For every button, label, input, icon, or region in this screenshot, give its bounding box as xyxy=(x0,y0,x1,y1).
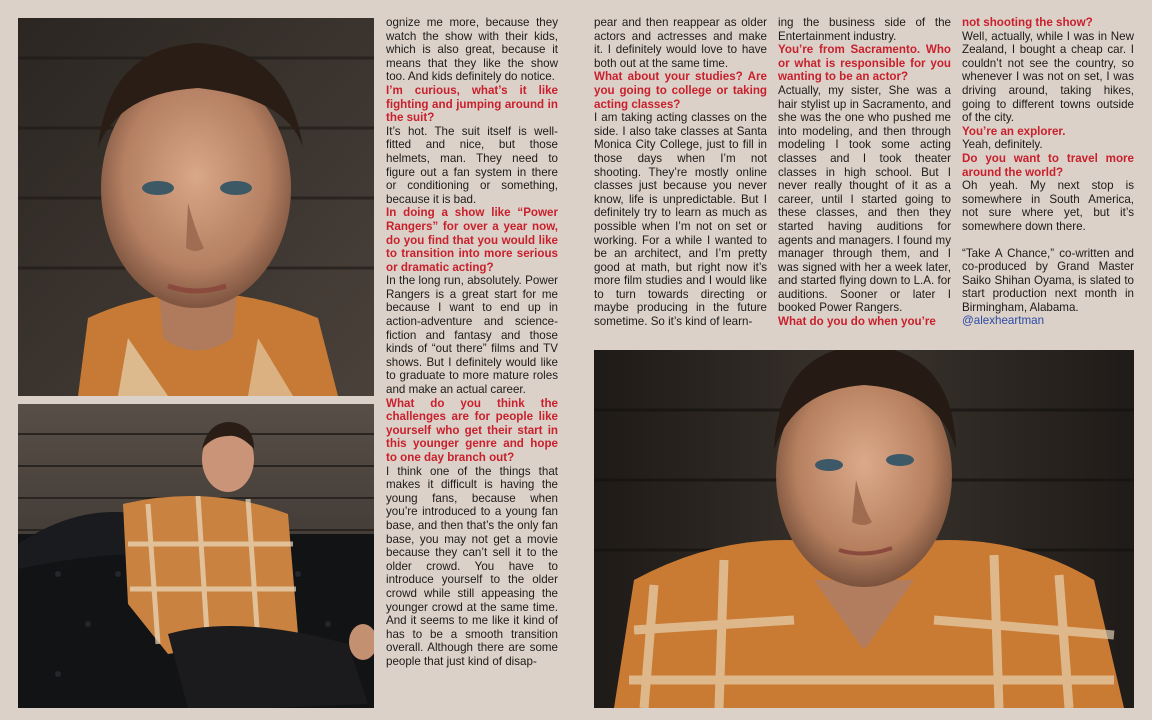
article-column-2 xyxy=(594,16,767,346)
interview-answer: It’s hot. The suit itself is well-fitted and nice, but those helmets, man. They need to figure out a fan system in there or conditioning or something, because it is bad. xyxy=(386,124,558,206)
photo-bottom-left xyxy=(18,404,374,708)
interview-answer: ognize me more, because they watch the show with their kids, which is also great, because it means that they like the show too. And kids definitely do notice. xyxy=(386,16,558,84)
interview-answer: I am taking acting classes on the side. I also take classes at Santa Monica City College, just to fill in those days when I’m not shooting. They’re mostly online classes just because you never know, life is unpredictable. But I definitely try to learn as much as possible when I’m not on set or working. For a while I wanted to be an architect, and I’m pretty good at math, but right now it’s more film studies and I would like to turn towards directing or maybe producing in the future sometime. So it’s kind of learn- xyxy=(594,111,767,329)
photo-top-left xyxy=(18,18,374,396)
interview-question: In doing a show like “Power Rangers” for over a year now, do you find that you would like to transition into more serious or dramatic acting? xyxy=(386,206,558,274)
article-column-1 xyxy=(386,16,558,712)
closeup-photo-icon xyxy=(594,350,1134,708)
interview-answer: “Take A Chance,” co-written and co-produced by Grand Master Saiko Shihan Oyama, is slated to start production next month in Birmingham, Alabama. xyxy=(962,246,1134,314)
interview-answer: pear and then reappear as older actors and actresses and make it. I definitely would love to have both out at the same time. xyxy=(594,16,767,70)
article-column-4 xyxy=(962,16,1134,346)
interview-question: You’re an explorer. xyxy=(962,124,1066,138)
interview-question: Do you want to travel more around the world? xyxy=(962,151,1134,179)
interview-question: not shooting the show? xyxy=(962,16,1093,29)
article-column-3 xyxy=(778,16,951,346)
interview-question: What do you do when you’re xyxy=(778,315,936,329)
paragraph-gap xyxy=(962,234,1134,247)
social-handle: @alexheartman xyxy=(962,314,1045,328)
interview-question: What do you think the challenges are for people like yourself who get their start in this younger genre and hope to one day branch out? xyxy=(386,396,558,464)
interview-question: What about your studies? Are you going to college or taking acting classes? xyxy=(594,70,767,111)
interview-answer: Yeah, definitely. xyxy=(962,138,1043,152)
interview-answer: In the long run, absolutely. Power Rangers is a great start for me because I want to end up in action-adventure and science-fiction and fantasy and those kinds of “out there” films and TV shows. But I definitely would like to graduate to more mature roles and make an actual career. xyxy=(386,274,558,397)
photo-bottom-right xyxy=(594,350,1134,708)
interview-answer: Actually, my sister, She was a hair stylist up in Sacramento, and she was the one who pushed me into modeling, and then through modeling I took some acting classes and I took theater classes in high school. But I never really thought of it as a career, until I started going to these classes, and then they started having auditions for agents and managers. I found my manager through them, and I was signed with her a week later, and started flying down to L.A. for auditions. Sooner or later I booked Power Rangers. xyxy=(778,83,951,315)
interview-question: I’m curious, what’s it like fighting and jumping around in the suit? xyxy=(386,83,558,125)
interview-answer: I think one of the things that makes it difficult is having the young fans, because when you’re introduced to a young fan base, and then that’s the only fan base, you may not get a movie because they can’t sell it to the older crowd. You have to introduce yourself to the older crowd while still appeasing the younger crowd at the same time. And it seems to me like it kind of has to be a smooth transition overall. Although there are some people that just kind of disap- xyxy=(386,464,558,668)
portrait-photo-icon xyxy=(18,18,374,396)
seated-photo-icon xyxy=(18,404,374,708)
interview-question: You’re from Sacramento. Who or what is responsible for you wanting to be an actor? xyxy=(778,43,951,84)
interview-answer: ing the business side of the Entertainment industry. xyxy=(778,16,951,43)
interview-answer: Well, actually, while I was in New Zealand, I bought a cheap car. I couldn’t not see the country, so whenever I was not on set, I was driving around, taking hikes, going to different towns outside of the city. xyxy=(962,29,1134,125)
interview-answer: Oh yeah. My next stop is somewhere in South America, not sure where yet, but it’s somewhere down there. xyxy=(962,179,1134,233)
